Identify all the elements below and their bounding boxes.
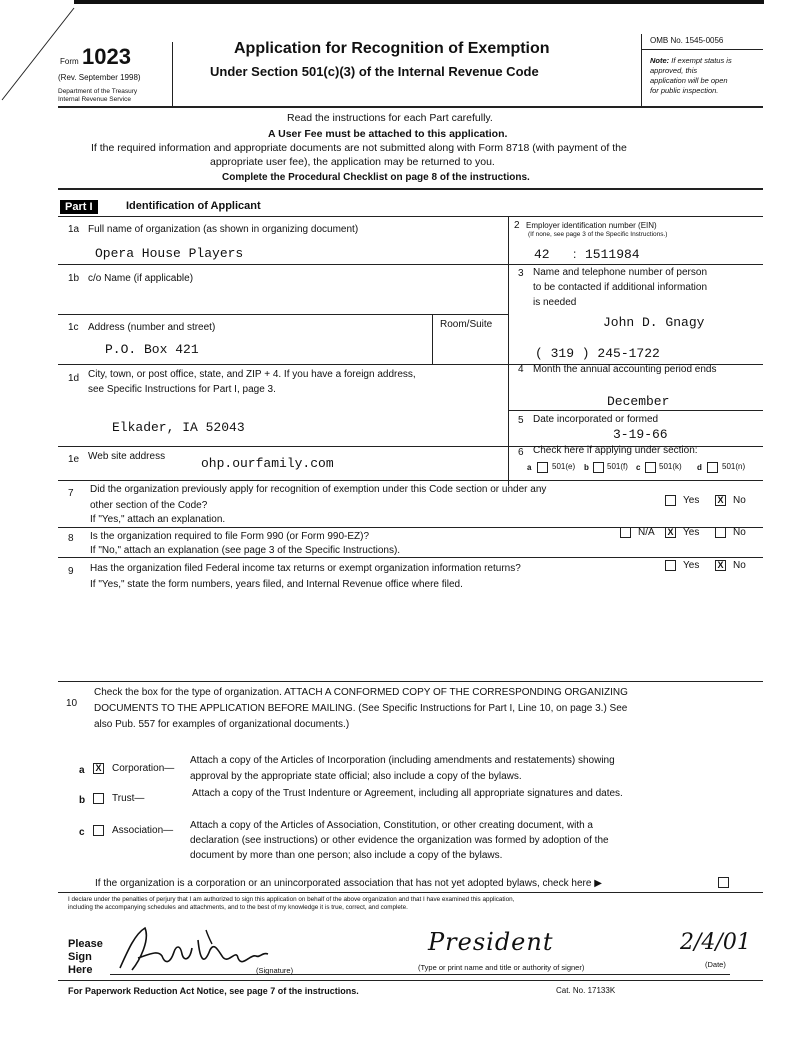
question-7-text-line2: other section of the Code?: [90, 500, 208, 511]
association-checkbox[interactable]: [93, 825, 104, 836]
contact-name-value[interactable]: John D. Gnagy: [603, 315, 705, 330]
paperwork-notice: For Paperwork Reduction Act Notice, see page 7 of the instructions.: [68, 986, 359, 996]
field-1c-number: 1c: [68, 322, 79, 333]
field-4-label: Month the annual accounting period ends: [533, 364, 717, 375]
form-number: 1023: [82, 44, 131, 69]
q9-no-checkbox[interactable]: X: [715, 560, 726, 571]
field-3-label-line2: to be contacted if additional information: [533, 282, 707, 293]
question-8-text-line1: Is the organization required to file Form 990 (or Form 990-EZ)?: [90, 531, 370, 542]
corporation-text-line2: approval by the appropriate state official; also include a copy of the bylaws.: [190, 771, 522, 782]
question-7-text-line3: If "Yes," attach an explanation.: [90, 514, 226, 525]
q9-no-label: No: [733, 560, 746, 571]
field-1b-number: 1b: [68, 273, 80, 284]
department: Department of the Treasury: [58, 88, 138, 95]
field-6-label: Check here if applying under section:: [533, 445, 698, 456]
q9-yes-label: Yes: [683, 560, 700, 571]
instruction-required: If the required information and appropriate documents are not submitted along with Form 8718 (with payment of the: [91, 142, 627, 154]
trust-checkbox[interactable]: [93, 793, 104, 804]
field-1d-label-line1: City, town, or post office, state, and ZIP + 4. If you have a foreign address,: [88, 369, 416, 380]
field-5-number: 5: [518, 415, 524, 426]
q10a-letter: a: [79, 765, 85, 776]
question-7-text-line1: Did the organization previously apply for recognition of exemption under this Code section or under any: [90, 484, 547, 495]
field-1b-label: c/o Name (if applicable): [88, 273, 194, 284]
field-3-number: 3: [518, 268, 524, 279]
field-6a-option: 501(e): [552, 462, 576, 471]
q10c-letter: c: [79, 827, 85, 838]
trust-text: Attach a copy of the Trust Indenture or Agreement, including all appropriate signatures and dates.: [192, 788, 623, 799]
field-1e-label: Web site address: [88, 451, 166, 462]
ein-number-value[interactable]: 1511984: [585, 247, 640, 262]
question-9-number: 9: [68, 566, 74, 577]
corporation-checkbox[interactable]: X: [93, 763, 104, 774]
form-word: Form: [60, 57, 79, 66]
instruction-user-fee: A User Fee must be attached to this application.: [268, 128, 508, 140]
form-subtitle: Under Section 501(c)(3) of the Internal Revenue Code: [210, 64, 539, 79]
association-text-line2: declaration (see instructions) or other evidence the organization was formed by adoption of the: [190, 835, 609, 846]
checkbox-501k[interactable]: [645, 462, 656, 473]
q7-no-checkbox[interactable]: X: [715, 495, 726, 506]
incorporation-date-value[interactable]: 3-19-66: [613, 427, 668, 442]
field-6-number: 6: [518, 447, 524, 458]
q8-no-checkbox[interactable]: [715, 527, 726, 538]
instruction-returned: appropriate user fee), the application may be returned to you.: [210, 156, 495, 168]
instruction-checklist: Complete the Procedural Checklist on page 8 of the instructions.: [222, 172, 530, 183]
room-suite-label: Room/Suite: [440, 319, 493, 330]
accounting-month-value[interactable]: December: [607, 394, 670, 409]
address-value[interactable]: P.O. Box 421: [105, 342, 199, 357]
field-4-number: 4: [518, 364, 524, 375]
field-1d-label-line2: see Specific Instructions for Part I, page 3.: [88, 384, 276, 395]
question-8-number: 8: [68, 533, 74, 544]
form-title: Application for Recognition of Exemption: [234, 40, 550, 57]
field-2-number: 2: [514, 220, 520, 231]
website-value[interactable]: ohp.ourfamily.com: [201, 456, 334, 471]
part1-tag: Part I: [60, 200, 98, 214]
field-1d-number: 1d: [68, 373, 80, 384]
contact-phone-value[interactable]: ( 319 ) 245-1722: [535, 346, 660, 361]
field-5-label: Date incorporated or formed: [533, 414, 659, 425]
field-1a-label: Full name of organization (as shown in organizing document): [88, 224, 359, 235]
corporation-label: Corporation—: [112, 763, 175, 774]
instruction-read: Read the instructions for each Part carefully.: [287, 112, 493, 124]
question-10-text-line2: DOCUMENTS TO THE APPLICATION BEFORE MAILING. (See Specific Instructions for Part I, Line 10, on page 3.) See: [94, 703, 628, 714]
question-9-text-line2: If "Yes," state the form numbers, years filed, and Internal Revenue office where filed.: [90, 579, 463, 590]
field-6b-option: 501(f): [607, 462, 628, 471]
field-3-label-line3: is needed: [533, 297, 577, 308]
field-1e-number: 1e: [68, 454, 80, 465]
date-label: (Date): [705, 960, 726, 969]
checkbox-501n[interactable]: [707, 462, 718, 473]
q8-no-label: No: [733, 527, 746, 538]
question-10-text-line1: Check the box for the type of organization. ATTACH A CONFORMED COPY OF THE CORRESPONDING ORGANIZING: [94, 687, 628, 698]
trust-label: Trust—: [112, 793, 145, 804]
q8-yes-label: Yes: [683, 527, 700, 538]
q8-na-label: N/A: [638, 527, 655, 538]
association-label: Association—: [112, 825, 174, 836]
field-6a-letter: a: [527, 463, 532, 472]
q8-yes-checkbox[interactable]: X: [665, 527, 676, 538]
checkbox-501f[interactable]: [593, 462, 604, 473]
field-1a-number: 1a: [68, 224, 80, 235]
signer-title-value[interactable]: President: [428, 928, 554, 956]
public-inspection-note: Note: If exempt status is approved, this application will be open for public inspection.: [650, 56, 732, 95]
omb-number: OMB No. 1545-0056: [650, 36, 724, 45]
please-sign-here: Please Sign Here: [68, 938, 103, 976]
form-revision: (Rev. September 1998): [58, 73, 141, 82]
question-10-text-line3: also Pub. 557 for examples of organizational documents.): [94, 719, 350, 730]
q7-yes-checkbox[interactable]: [665, 495, 676, 506]
catalog-number: Cat. No. 17133K: [556, 986, 616, 995]
question-9-text-line1: Has the organization filed Federal income tax returns or exempt organization information returns?: [90, 563, 521, 574]
question-7-number: 7: [68, 488, 74, 499]
field-2-label: Employer identification number (EIN): [526, 221, 657, 230]
field-6c-letter: c: [636, 463, 641, 472]
scan-top-bar: [74, 0, 764, 4]
field-6d-letter: d: [697, 463, 702, 472]
question-10-number: 10: [66, 698, 78, 709]
q10b-letter: b: [79, 795, 86, 806]
field-6c-option: 501(k): [659, 462, 682, 471]
field-6d-option: 501(n): [722, 462, 746, 471]
question-8-text-line2: If "No," attach an explanation (see page 3 of the Specific Instructions).: [90, 545, 401, 556]
field-1c-label: Address (number and street): [88, 322, 216, 333]
city-state-zip-value[interactable]: Elkader, IA 52043: [112, 420, 245, 435]
association-text-line1: Attach a copy of the Articles of Association, Constitution, or other creating document, with a: [190, 820, 593, 831]
q9-yes-checkbox[interactable]: [665, 560, 676, 571]
signature-date-value[interactable]: 2/4/01: [680, 930, 751, 955]
bylaws-checkbox[interactable]: [718, 877, 729, 888]
corporation-text-line1: Attach a copy of the Articles of Incorporation (including amendments and restatements) showing: [190, 755, 615, 766]
ein-prefix-value[interactable]: 42: [534, 247, 550, 262]
field-3-label-line1: Name and telephone number of person: [533, 267, 708, 278]
signer-title-label: (Type or print name and title or authority of signer): [418, 963, 585, 972]
field-6b-letter: b: [584, 463, 589, 472]
bylaws-text: If the organization is a corporation or an unincorporated association that has not yet adopted bylaws, check here ▶: [95, 878, 602, 889]
signature-label: (Signature): [256, 966, 294, 975]
irs-label: Internal Revenue Service: [58, 96, 131, 103]
org-name-value[interactable]: Opera House Players: [95, 246, 244, 261]
association-text-line3: document by more than one person; also include a copy of the bylaws.: [190, 850, 503, 861]
q7-no-label: No: [733, 495, 746, 506]
field-2-sub: (If none, see page 3 of the Specific Instructions.): [528, 231, 668, 238]
part1-title: Identification of Applicant: [126, 200, 261, 212]
q8-na-checkbox[interactable]: [620, 527, 631, 538]
ein-separator: :: [573, 247, 577, 261]
declaration: I declare under the penalties of perjury that I am authorized to sign this application on behalf of the above organization and that I have examined this application, including the accompanying schedules and attachments, and to the best of my knowledge it is true, correct, and complete.: [68, 896, 515, 911]
checkbox-501e[interactable]: [537, 462, 548, 473]
q7-yes-label: Yes: [683, 495, 700, 506]
